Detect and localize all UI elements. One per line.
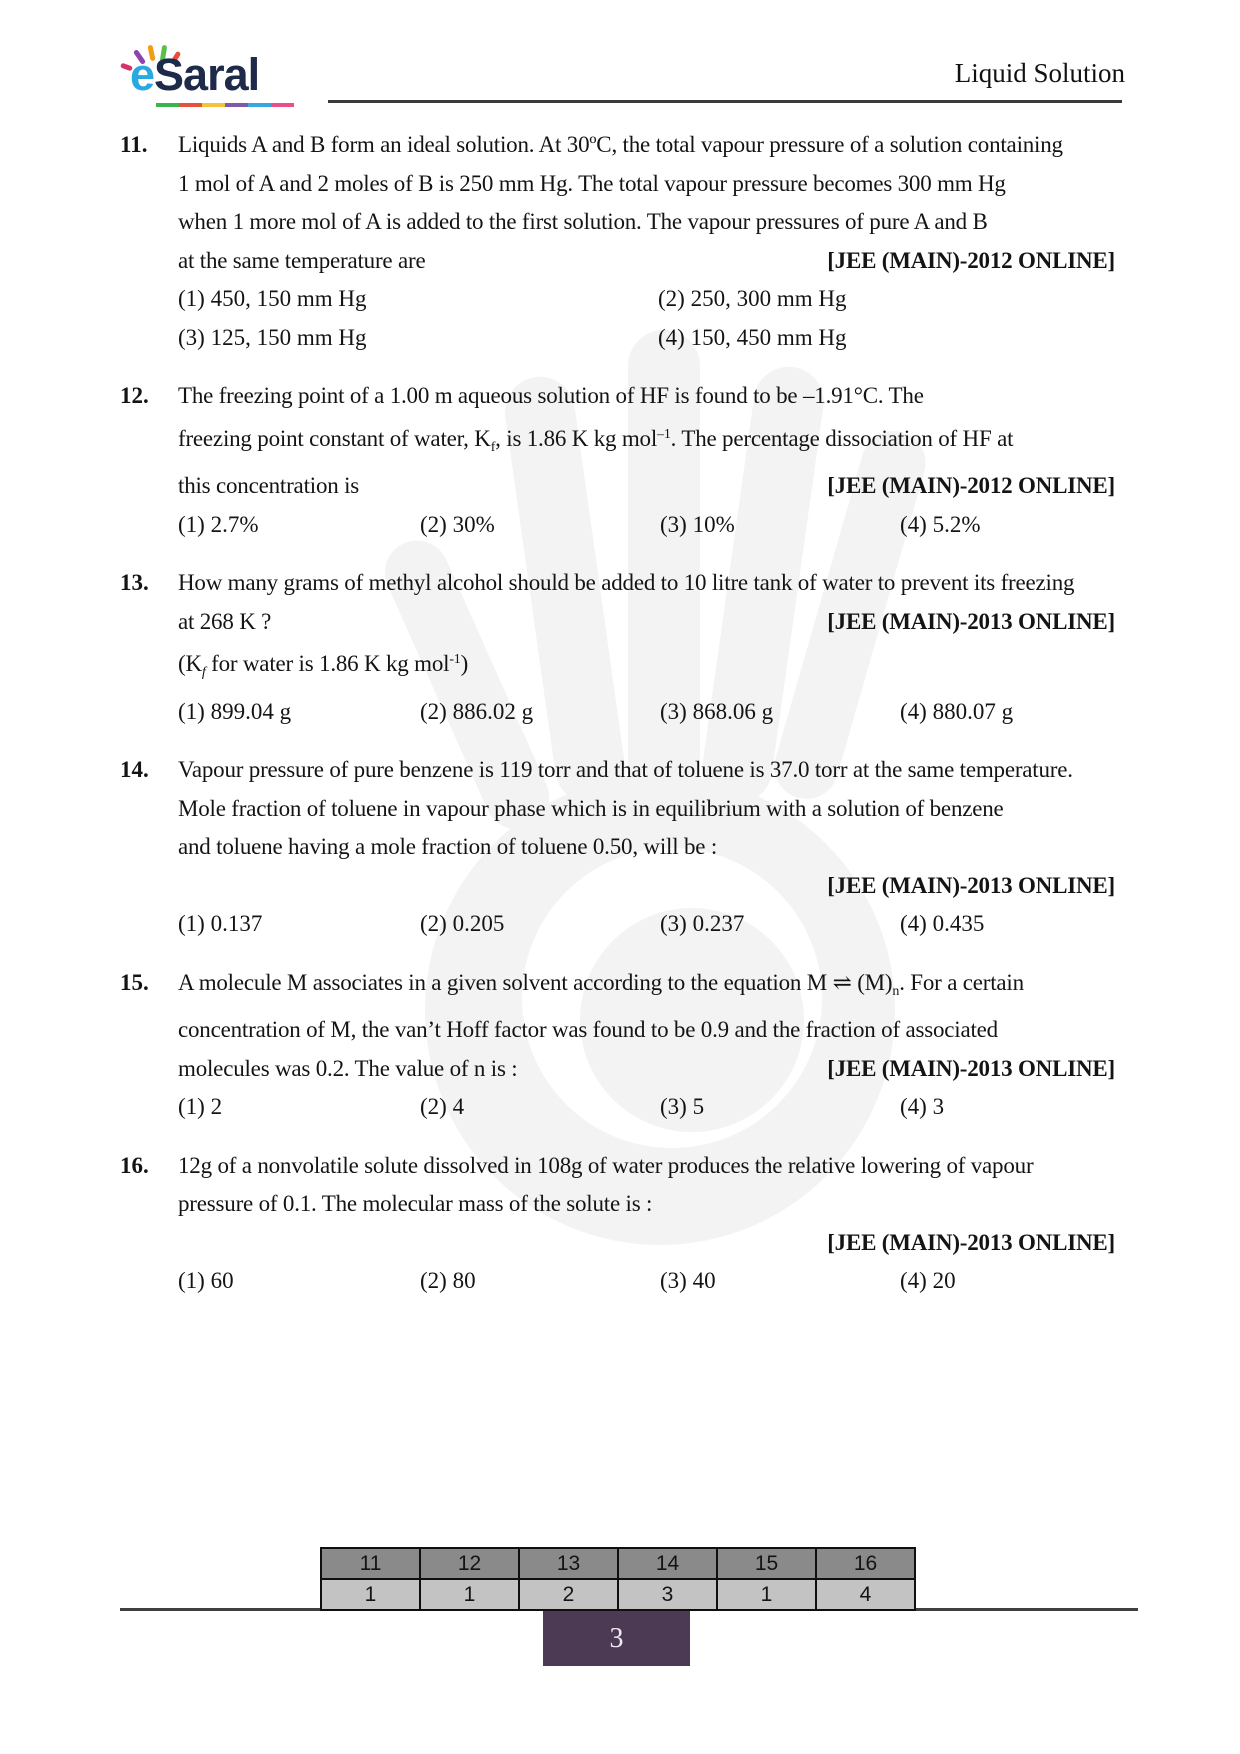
option-1: (1) 899.04 g [178, 698, 292, 724]
question-tag-line [178, 603, 1115, 642]
question-tag-line [178, 467, 1115, 506]
option-4: (4) 3 [900, 1094, 945, 1119]
option-1: (1) 0.137 [178, 911, 263, 936]
option-2: (2) 886.02 g [420, 698, 534, 724]
question-text-line: 12g of a nonvolatile solute dissolved in 108g of water produces the relative lowering of vapour [178, 1152, 1034, 1178]
logo-wordmark [130, 49, 260, 100]
option-3: (3) 10% [660, 511, 735, 537]
esaral-logo [100, 42, 310, 112]
answer-key-answer-cell: 1 [421, 1580, 520, 1609]
option-3: (3) 5 [660, 1094, 705, 1119]
question-tag-line [178, 867, 1115, 906]
option-2: (2) 30% [420, 511, 495, 537]
question-number: 16. [120, 1152, 149, 1178]
question-11 [120, 126, 1120, 357]
answer-key-answer-cell: 2 [520, 1580, 619, 1609]
answer-key-answer-cell: 1 [322, 1580, 421, 1609]
answer-key-answer-cell: 3 [619, 1580, 718, 1609]
question-body [178, 964, 1115, 1127]
answer-key-question-cell: 15 [718, 1549, 817, 1580]
logo-letter-e: e [130, 49, 155, 100]
question-number: 11. [120, 132, 148, 157]
option-1: (1) 2.7% [178, 511, 259, 537]
page-number: 3 [609, 1622, 624, 1654]
question-body [178, 377, 1115, 544]
question-text-line: Mole fraction of toluene in vapour phase which is in equilibrium with a solution of benzene [178, 795, 1004, 821]
answer-key-answer-cell: 4 [859, 1582, 872, 1606]
question-text-line: A molecule M associates in a given solvent according to the equation M ⇌ $(M)_n$. For a certain [178, 969, 1024, 999]
question-text-line: pressure of 0.1. The molecular mass of the solute is : [178, 1191, 653, 1216]
option-3: (3) 40 [660, 1268, 716, 1293]
question-12 [120, 377, 1120, 544]
option-1: (1) 60 [178, 1268, 234, 1293]
question-text-line: at the same temperature are [178, 247, 426, 273]
option-2: (2) 250, 300 mm Hg [658, 286, 847, 311]
answer-key-answer-cell: 1 [718, 1580, 817, 1609]
question-tag-line [178, 1224, 1115, 1263]
option-4: (4) 20 [900, 1268, 956, 1293]
option-3: (3) 868.06 g [660, 698, 774, 724]
option-1: (1) 2 [178, 1094, 223, 1119]
answer-key-question-cell: 13 [520, 1549, 619, 1580]
page-number-badge [543, 1611, 690, 1666]
question-text-line: this concentration is [178, 473, 360, 498]
option-4: (4) 880.07 g [900, 698, 1014, 724]
question-14 [120, 751, 1120, 944]
answer-key-question-cell: 16 [817, 1549, 914, 1580]
options-grid [178, 905, 1115, 944]
answer-key-table [320, 1547, 916, 1611]
question-text-line: 1 mol of A and 2 moles of B is 250 mm Hg. The total vapour pressure becomes 300 mm Hg [178, 170, 1006, 196]
options-grid [178, 506, 1115, 545]
question-16 [120, 1147, 1120, 1301]
question-text-line: when 1 more mol of A is added to the first solution. The vapour pressures of pure A and B [178, 209, 988, 234]
question-text-line: freezing point constant of water, $K_f$, is 1.86 K kg mol$^{-1}$. The percentage dissociation of HF at [178, 425, 1014, 455]
answer-key-question-cell: 14 [619, 1549, 718, 1580]
answer-key-question-cell: 12 [421, 1549, 520, 1580]
exam-tag: [JEE (MAIN)-2013 ONLINE] [827, 1229, 1115, 1255]
exam-tag: [JEE (MAIN)-2013 ONLINE] [827, 608, 1115, 634]
exam-tag: [JEE (MAIN)-2013 ONLINE] [827, 872, 1115, 898]
question-number: 13. [120, 570, 149, 595]
question-15 [120, 964, 1120, 1127]
option-2: (2) 80 [420, 1268, 476, 1293]
question-number: 14. [120, 757, 149, 782]
answer-key-answer-row [322, 1580, 914, 1609]
option-2: (2) 0.205 [420, 911, 505, 936]
exam-tag: [JEE (MAIN)-2012 ONLINE] [827, 473, 1115, 498]
answer-key-question-cell: 11 [322, 1549, 421, 1580]
options-grid [178, 1262, 1115, 1301]
question-text-line: molecules was 0.2. The value of n is : [178, 1055, 518, 1081]
question-body [178, 126, 1115, 357]
option-4: (4) 5.2% [900, 511, 981, 537]
question-text-line: The freezing point of a 1.00 m aqueous solution of HF is found to be –1.91°C. The [178, 383, 924, 408]
exam-tag: [JEE (MAIN)-2013 ONLINE] [827, 1055, 1115, 1081]
exam-tag: [JEE (MAIN)-2012 ONLINE] [827, 247, 1115, 273]
header-rule [328, 100, 1122, 103]
question-body [178, 751, 1115, 944]
question-13 [120, 564, 1120, 731]
question-body [178, 1147, 1115, 1301]
question-text-line: How many grams of methyl alcohol should be added to 10 litre tank of water to prevent its freezing [178, 570, 1075, 595]
options-grid [178, 1088, 1115, 1127]
question-number: 15. [120, 969, 149, 995]
option-1: (1) 450, 150 mm Hg [178, 286, 367, 311]
question-body [178, 564, 1115, 731]
option-3: (3) 0.237 [660, 911, 745, 936]
answer-key-header-row [322, 1549, 914, 1580]
question-text-line: at 268 K ? [178, 608, 272, 634]
question-text-line: concentration of M, the van’t Hoff factor was found to be 0.9 and the fraction of associated [178, 1017, 998, 1042]
question-text-line: and toluene having a mole fraction of toluene 0.50, will be : [178, 834, 718, 859]
question-number: 12. [120, 383, 149, 408]
options-grid [178, 693, 1115, 732]
questions-area [120, 126, 1120, 1321]
question-tag-line [178, 1050, 1115, 1089]
option-4: (4) 150, 450 mm Hg [658, 324, 847, 350]
page-title: Liquid Solution [954, 58, 1125, 88]
options-grid [178, 280, 1115, 357]
option-4: (4) 0.435 [900, 911, 985, 936]
question-text-line: Liquids A and B form an ideal solution. At 30ºC, the total vapour pressure of a solution containing [178, 132, 1063, 157]
logo-underline [156, 103, 294, 107]
option-3: (3) 125, 150 mm Hg [178, 324, 367, 350]
logo-word-saral: Saral [154, 49, 260, 100]
question-tag-line [178, 242, 1115, 281]
constant-note-line: ($K_f$ for water is 1.86 K kg mol$^{-1}$) [178, 651, 469, 680]
option-2: (2) 4 [420, 1094, 465, 1119]
question-text-line: Vapour pressure of pure benzene is 119 torr and that of toluene is 37.0 torr at the same temperature. [178, 757, 1073, 782]
